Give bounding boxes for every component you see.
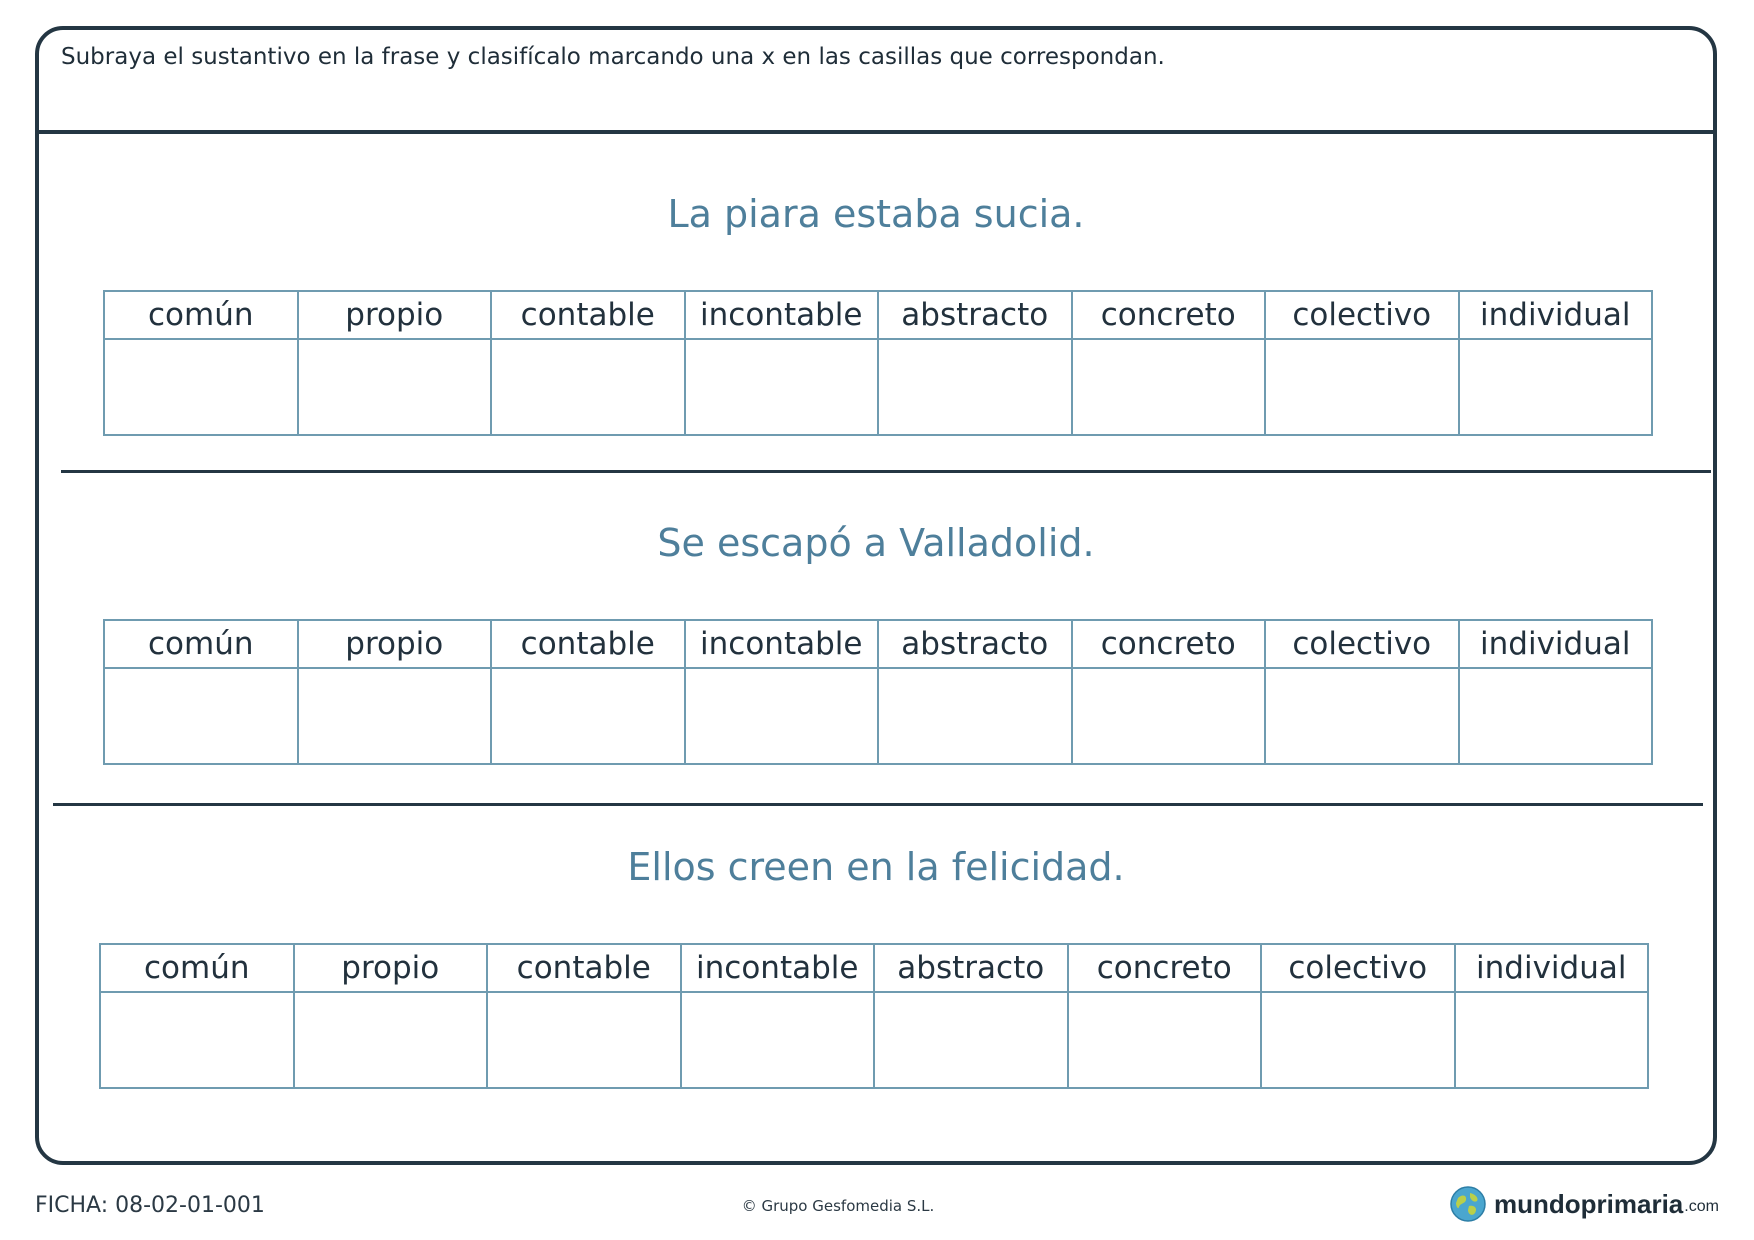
category-label: incontable	[681, 944, 875, 992]
mark-box[interactable]	[1261, 992, 1455, 1088]
mark-box[interactable]	[491, 668, 685, 764]
classification-table	[103, 290, 1653, 436]
mark-box[interactable]	[685, 668, 879, 764]
category-label: común	[100, 944, 294, 992]
exercise-sentence: Se escapó a Valladolid.	[657, 521, 1095, 565]
classification-table	[103, 619, 1653, 765]
category-label: propio	[294, 944, 488, 992]
mark-box[interactable]	[1265, 339, 1459, 435]
category-label: propio	[298, 291, 492, 339]
category-label: incontable	[685, 291, 879, 339]
mark-box[interactable]	[878, 668, 1072, 764]
mark-box[interactable]	[298, 668, 492, 764]
category-label: individual	[1459, 620, 1653, 668]
exercise-sentence: Ellos creen en la felicidad.	[627, 845, 1125, 889]
mark-box[interactable]	[1455, 992, 1649, 1088]
category-label: abstracto	[878, 291, 1072, 339]
section-divider	[53, 803, 1703, 806]
header-divider	[35, 130, 1717, 134]
mark-box[interactable]	[1072, 339, 1266, 435]
category-label: contable	[491, 620, 685, 668]
category-label: contable	[487, 944, 681, 992]
worksheet-code: FICHA: 08-02-01-001	[35, 1193, 265, 1218]
mark-box[interactable]	[104, 668, 298, 764]
instruction-text: Subraya el sustantivo en la frase y clasifícalo marcando una x en las casillas que correspondan.	[61, 44, 1165, 70]
mark-box[interactable]	[298, 339, 492, 435]
category-label: común	[104, 291, 298, 339]
mark-box[interactable]	[874, 992, 1068, 1088]
mark-box[interactable]	[491, 339, 685, 435]
section-divider	[61, 470, 1711, 473]
category-label: individual	[1459, 291, 1653, 339]
category-label: colectivo	[1265, 620, 1459, 668]
classification-table	[99, 943, 1649, 1089]
category-label: propio	[298, 620, 492, 668]
mark-box[interactable]	[294, 992, 488, 1088]
brand-logo	[1450, 1184, 1719, 1224]
mark-box[interactable]	[1459, 339, 1653, 435]
mark-box[interactable]	[878, 339, 1072, 435]
exercise-sentence: La piara estaba sucia.	[667, 192, 1085, 236]
category-label: contable	[491, 291, 685, 339]
mark-box[interactable]	[1459, 668, 1653, 764]
mark-box[interactable]	[100, 992, 294, 1088]
logo-name: mundoprimaria	[1494, 1188, 1684, 1219]
mark-box[interactable]	[1265, 668, 1459, 764]
category-label: concreto	[1068, 944, 1262, 992]
category-label: concreto	[1072, 620, 1266, 668]
category-label: concreto	[1072, 291, 1266, 339]
mark-box[interactable]	[1068, 992, 1262, 1088]
copyright-text: © Grupo Gesfomedia S.L.	[741, 1197, 935, 1215]
category-label: colectivo	[1261, 944, 1455, 992]
category-label: colectivo	[1265, 291, 1459, 339]
mark-box[interactable]	[104, 339, 298, 435]
category-label: abstracto	[878, 620, 1072, 668]
mark-box[interactable]	[487, 992, 681, 1088]
category-label: común	[104, 620, 298, 668]
mark-box[interactable]	[681, 992, 875, 1088]
globe-icon	[1450, 1186, 1486, 1222]
category-label: abstracto	[874, 944, 1068, 992]
category-label: incontable	[685, 620, 879, 668]
mark-box[interactable]	[1072, 668, 1266, 764]
mark-box[interactable]	[685, 339, 879, 435]
category-label: individual	[1455, 944, 1649, 992]
logo-tld: .com	[1684, 1198, 1719, 1215]
